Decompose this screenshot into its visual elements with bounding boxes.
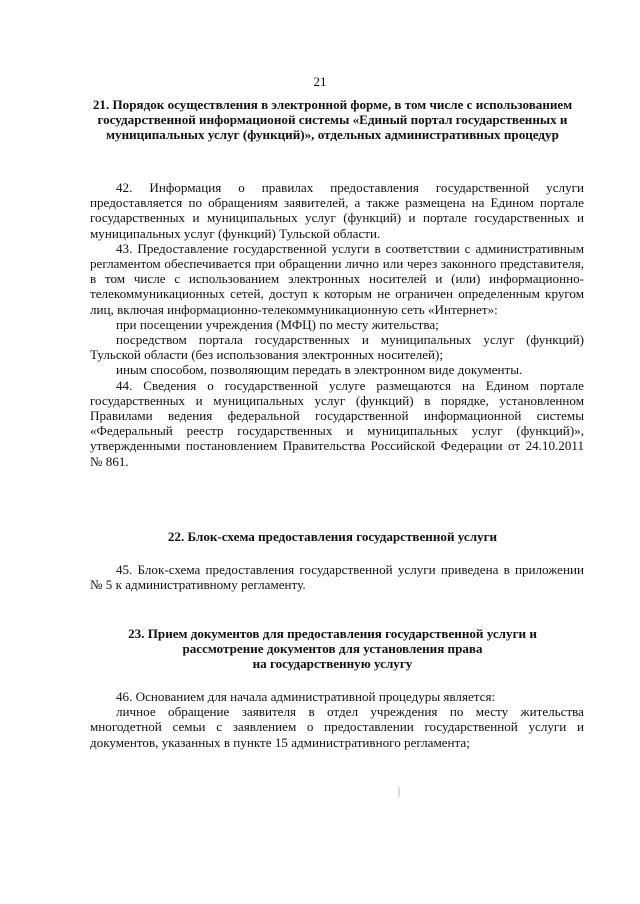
paragraph-42: 42. Информация о правилах предоставления государственной услуги предоставляется по обращениям заявителей, а также размещена на Едином портале государственных и муниципальных услуг (функций) и портале государственных и муниципальных услуг (функций) Тульской области.	[90, 180, 584, 241]
scan-mark	[398, 787, 400, 797]
list-item: иным способом, позволяющим передать в электронном виде документы.	[116, 362, 523, 378]
section-22-title: 22. Блок-схема предоставления государственной услуги	[167, 529, 498, 544]
section-22-body	[90, 562, 584, 592]
paragraph-43: 43. Предоставление государственной услуги в соответствии с административным регламентом обеспечивается при обращении лично или через законного представителя, в том числе с использованием электронных носителей и (или) информационно-телекоммуникационных сетей, доступ к которым не ограничен определенным кругом лиц, включая информационно-телекоммуникационную сеть «Интернет»:	[90, 240, 584, 317]
list-item: посредством портала государственных и муниципальных услуг (функций) Тульской области (без использования электронных носителей);	[90, 332, 584, 363]
page-number: 21	[313, 74, 327, 89]
paragraph-46: 46. Основанием для начала административной процедуры является:	[116, 689, 496, 704]
section-23-title	[90, 626, 575, 672]
list-item: личное обращение заявителя в отдел учреждения по месту жительства многодетной семьи с заявлением о предоставлении государственной услуги и документов, указанных в пункте 15 административного регламента;	[90, 704, 584, 750]
paragraph-44: 44. Сведения о государственной услуге размещаются на Едином портале государственных и муниципальных услуг (функций) в порядке, установленном Правилами ведения федеральной государственной информационной системы «Федеральный реестр государственных и муниципальных услуг (функций)», утвержденными постановлением Правительства Российской Федерации от 24.10.2011 № 861.	[90, 377, 584, 469]
section-21-title: 21. Порядок осуществления в электронной форме, в том числе с использованием государственной информационой системы «Единый портал государственных и муниципальных услуг (функций)», отдельных административных процедур	[92, 97, 573, 143]
section-23-title-line: рассмотрение документов для установления права	[182, 641, 483, 657]
section-23-body	[90, 689, 584, 750]
paragraph-45: 45. Блок-схема предоставления государственной услуги приведена в приложении № 5 к административному регламенту.	[90, 562, 584, 593]
section-23-title-line: на государственную услугу	[252, 656, 413, 672]
list-item: при посещении учреждения (МФЦ) по месту жительства;	[116, 316, 439, 332]
section-21-body	[90, 180, 584, 469]
section-23-title-line: 23. Прием документов для предоставления государственной услуги и	[128, 626, 537, 641]
